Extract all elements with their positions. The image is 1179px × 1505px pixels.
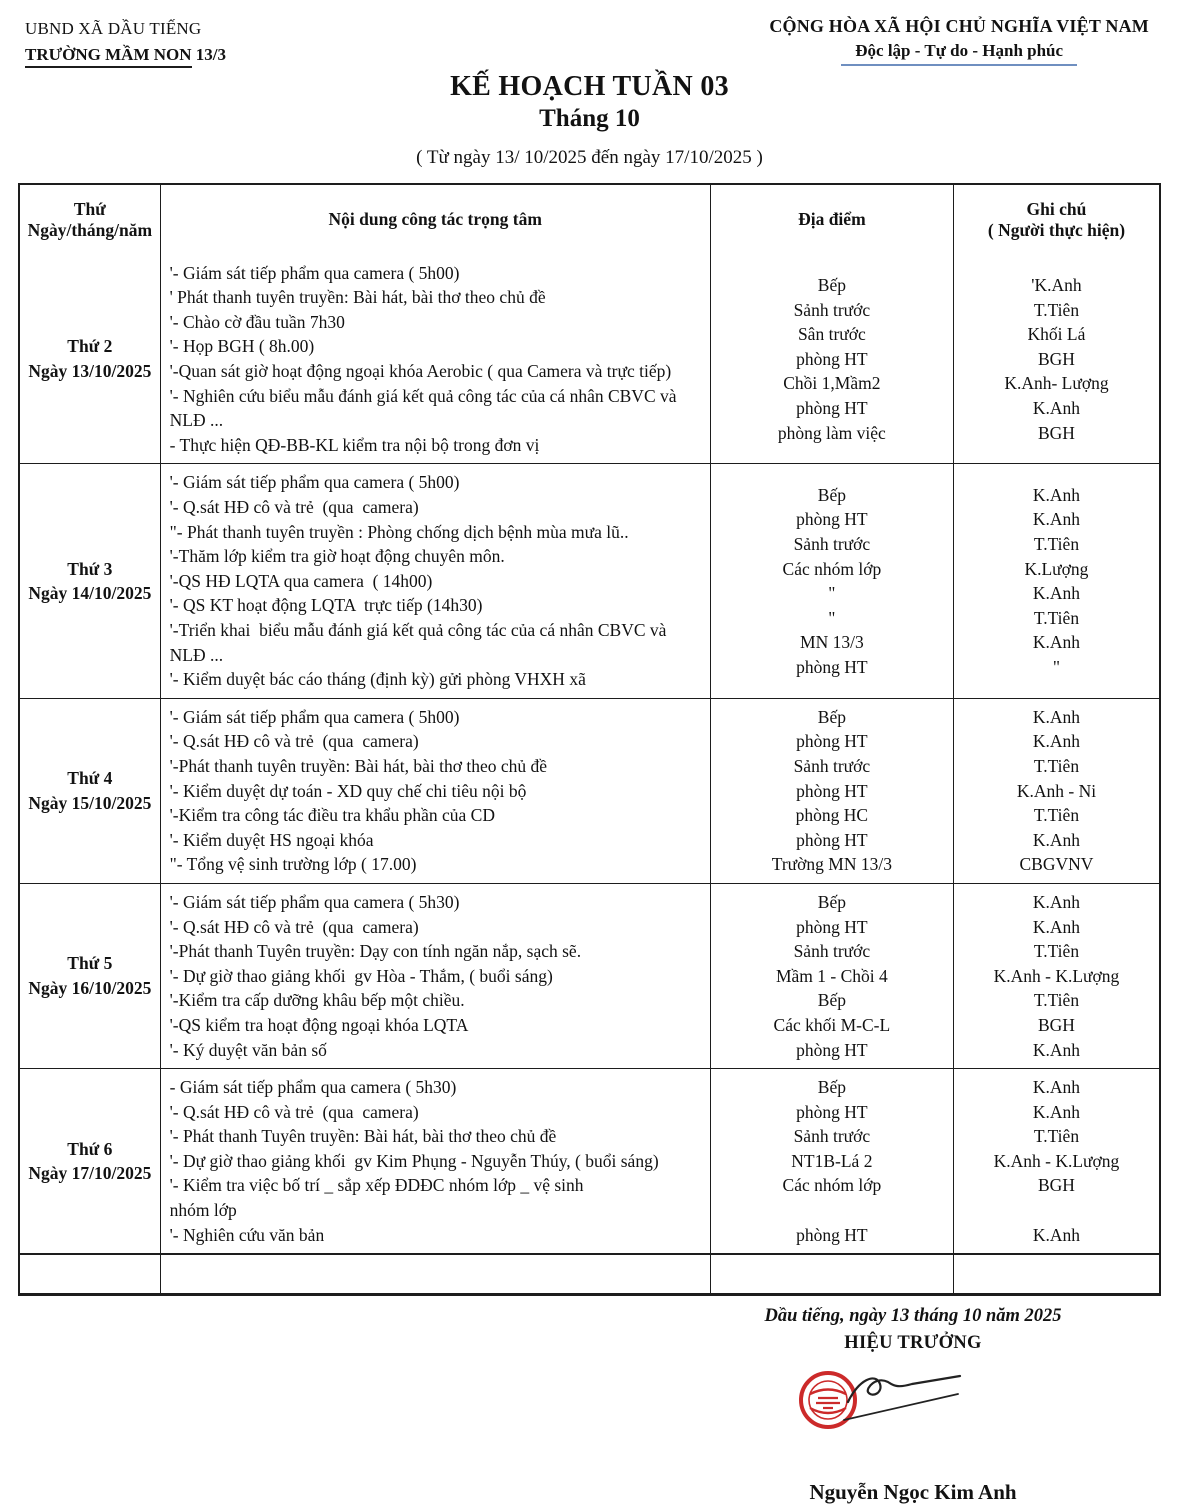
cell-line: K.Lượng bbox=[1024, 558, 1089, 579]
document-header bbox=[18, 16, 1161, 69]
cell-line: phòng HT bbox=[796, 509, 868, 530]
day-cell bbox=[20, 884, 161, 1068]
table-body bbox=[20, 255, 1159, 1254]
notes-cell bbox=[954, 464, 1159, 697]
notes-cell bbox=[954, 884, 1159, 1068]
org-parent-name: UBND XÃ DẦU TIẾNG bbox=[25, 19, 202, 38]
cell-line: phòng HT bbox=[796, 1224, 868, 1245]
cell-line: Các khối M-C-L bbox=[773, 1014, 891, 1035]
cell-line: Các nhóm lớp bbox=[782, 1175, 882, 1196]
place-date: Dầu tiếng, ngày 13 tháng 10 năm 2025 bbox=[764, 1306, 1062, 1327]
cell-line: phòng HT bbox=[796, 829, 868, 850]
cell-line: K.Anh bbox=[1032, 891, 1081, 912]
cell-line: - Thực hiện QĐ-BB-KL kiểm tra nội bộ trong đơn vị bbox=[169, 434, 540, 455]
cell-line: Ngày 17/10/2025 bbox=[28, 1163, 152, 1184]
table-row bbox=[20, 255, 1159, 464]
cell-line: '-Kiểm tra cấp dưỡng khâu bếp một chiều. bbox=[169, 990, 465, 1011]
cell-line: K.Anh - K.Lượng bbox=[993, 1150, 1120, 1171]
cell-line: Thứ 3 bbox=[67, 558, 113, 579]
cell-line: '-Triển khai biểu mẫu đánh giá kết quả công tác của cá nhân CBVC và NLĐ ... bbox=[169, 620, 671, 665]
org-school-name: TRƯỜNG MẦM NON 13/3 bbox=[25, 42, 226, 68]
cell-line: CBGVNV bbox=[1019, 854, 1094, 875]
notes-cell bbox=[954, 1069, 1159, 1253]
national-title: CỘNG HÒA XÃ HỘI CHỦ NGHĨA VIỆT NAM bbox=[769, 16, 1149, 36]
cell-line: '- Kiểm tra việc bố trí _ sắp xếp ĐDĐC nhóm lớp _ vệ sinh bbox=[169, 1175, 584, 1196]
cell-line: " bbox=[828, 583, 836, 604]
cell-line: BGH bbox=[1037, 1014, 1075, 1035]
cell-line: '- Họp BGH ( 8h.00) bbox=[169, 336, 315, 357]
tasks-cell bbox=[161, 699, 711, 883]
cell-line: T.Tiên bbox=[1033, 755, 1080, 776]
cell-line: '-Phát thanh tuyên truyền: Bài hát, bài thơ theo chủ đề bbox=[169, 755, 548, 776]
cell-line: phòng HT bbox=[796, 916, 868, 937]
cell-line: '- Phát thanh Tuyên truyền: Bài hát, bài thơ theo chủ đề bbox=[169, 1126, 557, 1147]
table-header-row bbox=[20, 185, 1159, 255]
cell-line: '- Dự giờ thao giảng khối gv Kim Phụng - Nguyễn Thúy, ( buổi sáng) bbox=[169, 1150, 659, 1171]
cell-line: K.Anh - Ni bbox=[1016, 780, 1097, 801]
cell-line: K.Anh bbox=[1032, 1101, 1081, 1122]
cell-line: K.Anh bbox=[1032, 509, 1081, 530]
tasks-cell bbox=[161, 884, 711, 1068]
cell-line: Bếp bbox=[817, 1077, 846, 1098]
cell-line: Bếp bbox=[817, 990, 846, 1011]
cell-line: '-Thăm lớp kiểm tra giờ hoạt động chuyên môn. bbox=[169, 546, 505, 567]
table-row bbox=[20, 883, 1159, 1068]
signature-zone bbox=[678, 1360, 1148, 1478]
locations-cell bbox=[711, 1069, 954, 1253]
cell-line: '- QS KT hoạt động LQTA trực tiếp (14h30) bbox=[169, 595, 483, 616]
cell-line: phòng HT bbox=[796, 780, 868, 801]
signer-name: Nguyễn Ngọc Kim Anh bbox=[809, 1480, 1017, 1505]
cell-line: phòng làm việc bbox=[777, 422, 886, 443]
cell-line: ' Phát thanh tuyên truyền: Bài hát, bài thơ theo chủ đề bbox=[169, 287, 546, 308]
cell-line: '- Q.sát HĐ cô và trẻ (qua camera) bbox=[169, 497, 419, 518]
national-motto: Độc lập - Tự do - Hạnh phúc bbox=[841, 41, 1077, 66]
cell-line: T.Tiên bbox=[1033, 941, 1080, 962]
header-note: Ghi chú ( Người thực hiện) bbox=[987, 198, 1126, 240]
notes-cell bbox=[954, 699, 1159, 883]
cell-line: T.Tiên bbox=[1033, 299, 1080, 320]
cell-line: '-Quan sát giờ hoạt động ngoại khóa Aerobic ( qua Camera và trực tiếp) bbox=[169, 361, 672, 382]
cell-line: MN 13/3 bbox=[800, 632, 864, 653]
issuing-org-block bbox=[18, 16, 226, 69]
cell-line: '- Nghiên cứu văn bản bbox=[169, 1224, 325, 1245]
cell-line: 'K.Anh bbox=[1031, 274, 1082, 295]
cell-line: '- Giám sát tiếp phẩm qua camera ( 5h00) bbox=[169, 262, 460, 283]
cell-line: T.Tiên bbox=[1033, 990, 1080, 1011]
cell-line: phòng HT bbox=[796, 1039, 868, 1060]
signature-scribble-icon bbox=[828, 1360, 1038, 1450]
cell-line: K.Anh- Lượng bbox=[1004, 373, 1109, 394]
cell-line: K.Anh bbox=[1032, 1077, 1081, 1098]
day-cell bbox=[20, 255, 161, 464]
header-day: Thứ Ngày/tháng/năm bbox=[20, 185, 161, 255]
cell-line: Trường MN 13/3 bbox=[771, 854, 892, 875]
cell-line: Bếp bbox=[817, 484, 846, 505]
cell-line: phòng HT bbox=[796, 397, 868, 418]
cell-line: "- Tổng vệ sinh trường lớp ( 17.00) bbox=[169, 854, 417, 875]
table-empty-row bbox=[20, 1253, 1159, 1293]
cell-line: '-QS kiểm tra hoạt động ngoại khóa LQTA bbox=[169, 1014, 469, 1035]
cell-line: K.Anh bbox=[1032, 1039, 1081, 1060]
cell-line: NT1B-Lá 2 bbox=[791, 1150, 873, 1171]
locations-cell bbox=[711, 464, 954, 697]
cell-line: T.Tiên bbox=[1033, 533, 1080, 554]
day-cell bbox=[20, 1069, 161, 1253]
cell-line: Sảnh trước bbox=[793, 299, 871, 320]
notes-cell bbox=[954, 255, 1159, 464]
cell-line: Ngày 16/10/2025 bbox=[28, 978, 152, 999]
cell-line: Ngày 15/10/2025 bbox=[28, 792, 152, 813]
cell-line: K.Anh bbox=[1032, 916, 1081, 937]
header-location: Địa điểm bbox=[711, 185, 954, 255]
tasks-cell bbox=[161, 464, 711, 697]
cell-line: K.Anh bbox=[1032, 583, 1081, 604]
cell-line: Sảnh trước bbox=[793, 941, 871, 962]
cell-line: Ngày 14/10/2025 bbox=[28, 583, 152, 604]
cell-line: Bếp bbox=[817, 891, 846, 912]
cell-line: '-Phát thanh Tuyên truyền: Dạy con tính ngăn nắp, sạch sẽ. bbox=[169, 941, 582, 962]
cell-line: nhóm lớp bbox=[169, 1200, 237, 1221]
org-school-number: 13/3 bbox=[195, 45, 226, 65]
cell-line: Sân trước bbox=[797, 324, 866, 345]
cell-line: '- Q.sát HĐ cô và trẻ (qua camera) bbox=[169, 1101, 419, 1122]
cell-line: '- Kiểm duyệt HS ngoại khóa bbox=[169, 829, 374, 850]
schedule-table bbox=[18, 183, 1161, 1297]
cell-line: BGH bbox=[1037, 1175, 1075, 1196]
cell-line: Thứ 2 bbox=[67, 336, 113, 357]
cell-line: '- Q.sát HĐ cô và trẻ (qua camera) bbox=[169, 731, 419, 752]
cell-line: " bbox=[1052, 656, 1061, 677]
national-motto-block bbox=[769, 16, 1161, 66]
cell-line: phòng HT bbox=[796, 1101, 868, 1122]
cell-line: phòng HT bbox=[796, 731, 868, 752]
signature-block bbox=[678, 1306, 1148, 1505]
table-row bbox=[20, 1068, 1159, 1253]
tasks-cell bbox=[161, 1069, 711, 1253]
cell-line: K.Anh bbox=[1032, 484, 1081, 505]
cell-line: phòng HC bbox=[795, 805, 869, 826]
cell-line: T.Tiên bbox=[1033, 1126, 1080, 1147]
cell-line: K.Anh bbox=[1032, 706, 1081, 727]
cell-line: '- Giám sát tiếp phẩm qua camera ( 5h30) bbox=[169, 891, 460, 912]
cell-line: Sảnh trước bbox=[793, 755, 871, 776]
cell-line: '- Giám sát tiếp phẩm qua camera ( 5h00) bbox=[169, 472, 460, 493]
signer-title: HIỆU TRƯỞNG bbox=[844, 1333, 982, 1354]
table-row bbox=[20, 463, 1159, 697]
cell-line: Sảnh trước bbox=[793, 533, 871, 554]
header-content: Nội dung công tác trọng tâm bbox=[161, 185, 711, 255]
cell-line: Thứ 5 bbox=[67, 953, 113, 974]
cell-line: T.Tiên bbox=[1033, 607, 1080, 628]
cell-line: " bbox=[828, 607, 836, 628]
day-cell bbox=[20, 699, 161, 883]
day-cell bbox=[20, 464, 161, 697]
cell-line: '- Kiểm duyệt bác cáo tháng (định kỳ) gửi phòng VHXH xã bbox=[169, 669, 586, 690]
cell-line: K.Anh bbox=[1032, 829, 1081, 850]
cell-line: '-Kiểm tra công tác điều tra khẩu phần của CD bbox=[169, 805, 495, 826]
cell-line: '- Q.sát HĐ cô và trẻ (qua camera) bbox=[169, 916, 419, 937]
cell-line: K.Anh bbox=[1032, 397, 1081, 418]
cell-line: K.Anh - K.Lượng bbox=[993, 965, 1120, 986]
cell-line: '- Kiểm duyệt dự toán - XD quy chế chi tiêu nội bộ bbox=[169, 780, 527, 801]
cell-line: K.Anh bbox=[1032, 632, 1081, 653]
cell-line: Khối Lá bbox=[1027, 324, 1086, 345]
cell-line: Ngày 13/10/2025 bbox=[28, 361, 152, 382]
cell-line: '- Dự giờ thao giảng khối gv Hòa - Thắm, ( buổi sáng) bbox=[169, 965, 553, 986]
tasks-cell bbox=[161, 255, 711, 464]
cell-line: - Giám sát tiếp phẩm qua camera ( 5h30) bbox=[169, 1077, 457, 1098]
cell-line: K.Anh bbox=[1032, 731, 1081, 752]
title-block bbox=[18, 71, 1161, 169]
locations-cell bbox=[711, 884, 954, 1068]
cell-line: Sảnh trước bbox=[793, 1126, 871, 1147]
cell-line: BGH bbox=[1037, 422, 1075, 443]
cell-line: phòng HT bbox=[796, 348, 868, 369]
cell-line: Bếp bbox=[817, 274, 846, 295]
locations-cell bbox=[711, 699, 954, 883]
cell-line: T.Tiên bbox=[1033, 805, 1080, 826]
cell-line: '- Chào cờ đầu tuần 7h30 bbox=[169, 311, 345, 332]
cell-line: '- Ký duyệt văn bản số bbox=[169, 1039, 327, 1060]
cell-line: phòng HT bbox=[796, 656, 868, 677]
cell-line: '- Giám sát tiếp phẩm qua camera ( 5h00) bbox=[169, 706, 460, 727]
cell-line: K.Anh bbox=[1032, 1224, 1081, 1245]
cell-line: Mầm 1 - Chồi 4 bbox=[775, 965, 888, 986]
locations-cell bbox=[711, 255, 954, 464]
page-subtitle: Tháng 10 bbox=[539, 104, 640, 132]
cell-line: '- Nghiên cứu biểu mẫu đánh giá kết quả công tác của cá nhân CBVC và NLĐ ... bbox=[169, 385, 681, 431]
cell-line: Bếp bbox=[817, 706, 846, 727]
cell-line: Chồi 1,Mầm2 bbox=[783, 373, 881, 394]
page-title: KẾ HOẠCH TUẦN 03 bbox=[450, 70, 729, 102]
cell-line: Thứ 4 bbox=[67, 768, 113, 789]
cell-line: "- Phát thanh tuyên truyền : Phòng chống dịch bệnh mùa mưa lũ.. bbox=[169, 521, 629, 542]
date-range: ( Từ ngày 13/ 10/2025 đến ngày 17/10/2025 ) bbox=[416, 146, 763, 168]
cell-line: BGH bbox=[1037, 348, 1075, 369]
cell-line: '-QS HĐ LQTA qua camera ( 14h00) bbox=[169, 570, 433, 591]
cell-line: Các nhóm lớp bbox=[782, 558, 882, 579]
table-row bbox=[20, 698, 1159, 883]
cell-line: Thứ 6 bbox=[67, 1138, 113, 1159]
